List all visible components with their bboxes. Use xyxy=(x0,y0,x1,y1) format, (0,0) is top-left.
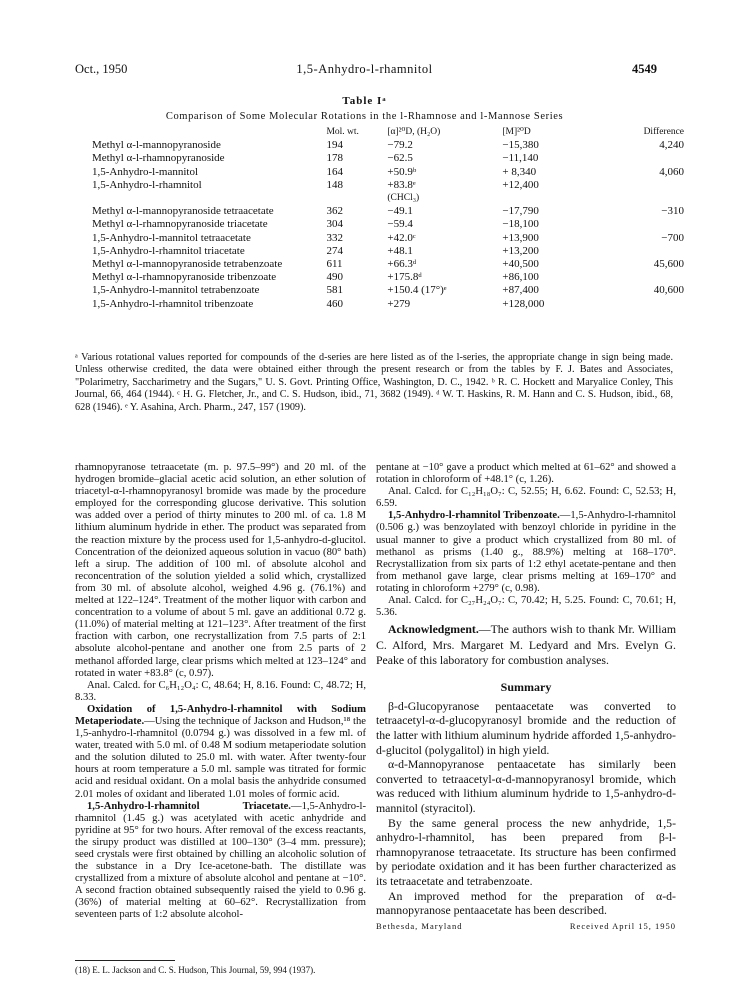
table-row xyxy=(92,166,712,179)
table-body-chloroform xyxy=(92,205,712,311)
rotation-table xyxy=(92,126,712,311)
table-cell-molwt: 362 xyxy=(326,205,343,218)
table-cell-specific-rotation: +83.8ᵉ xyxy=(387,178,416,191)
table-cell-specific-rotation: +42.0ᶜ xyxy=(387,231,416,244)
table-cell-compound: Methyl α-l-rhamnopyranoside triacetate xyxy=(92,218,268,231)
table-cell-specific-rotation: +50.9ᵇ xyxy=(387,165,417,178)
page-header-date: Oct., 1950 xyxy=(75,62,128,76)
paragraph-analysis: Anal. Calcd. for C₂₇H₂₄O₇: C, 70.42; H, 5.25. Found: C, 70.61; H, 5.36. xyxy=(376,595,676,619)
section-heading: Oxidation of 1,5-Anhydro-l-rhamnitol with Sodium Metaperiodate. xyxy=(75,703,366,727)
table-cell-specific-rotation: −62.5 xyxy=(387,152,413,165)
paragraph-triacetate xyxy=(75,801,366,922)
table-cell-difference xyxy=(599,298,712,311)
table-cell-molwt: 304 xyxy=(326,218,343,231)
table-row xyxy=(92,179,712,192)
paragraph-analysis: Anal. Calcd. for C₆H₁₂O₄: C, 48.64; H, 8.16. Found: C, 48.72; H, 8.33. xyxy=(75,679,366,703)
table-cell-difference xyxy=(599,271,712,284)
table-cell-molecular-rotation: + 8,340 xyxy=(502,165,537,178)
table-cell-molwt: 611 xyxy=(326,258,343,271)
received-date: Received April 15, 1950 xyxy=(569,920,676,931)
table-cell-molwt: 581 xyxy=(326,284,343,297)
table-header-row xyxy=(92,126,712,139)
section-heading: 1,5-Anhydro-l-rhamnitol Tribenzoate. xyxy=(388,510,560,522)
paragraph-text: —1,5-Anhydro-l-rhamnitol (1.45 g.) was acetylated with acetic anhydride and pyridine at 95° for two hours. After removal of the excess reactants, the sirupy product was distilled at 100–130° (3–4 mm. pressure); seed crystals were first obtained by chilling an alcoholic solution of the substance in a Dry Ice-acetone-bath. The distillate was crystallized from a mixture of absolute alcohol and pentane at −10°. A second fraction obtained subsequently raised the yield to 0.96 g. (36%) of material melting at 60–62°. Recrystallization from seventeen parts of 1:2 absolute alcohol- xyxy=(75,800,366,921)
table-cell-compound: Methyl α-l-rhamnopyranoside tribenzoate xyxy=(92,271,277,284)
acknowledgment-text: —The authors wish to thank Mr. William C. Alford, Mrs. Margaret M. Ledyard and Mrs. Evelyn G. Peake of this laboratory for combustion analyses. xyxy=(376,622,676,668)
table-cell-difference: −700 xyxy=(661,231,684,244)
page-header-title: 1,5-Anhydro-l-rhamnitol xyxy=(296,62,433,76)
table-row xyxy=(92,284,712,297)
table-row xyxy=(92,139,712,152)
footnote-18 xyxy=(75,960,366,976)
table-cell-difference xyxy=(599,218,712,231)
table-header-specific-rotation: [α]²⁰D, (H₂O) xyxy=(387,127,441,137)
table-cell-specific-rotation: +279 xyxy=(387,297,411,310)
table-cell-difference: 45,600 xyxy=(653,258,684,271)
table-cell-molecular-rotation: +40,500 xyxy=(502,258,539,271)
page-number: 4549 xyxy=(632,62,657,76)
table-row xyxy=(92,245,712,258)
table-header-difference: Difference xyxy=(643,127,684,137)
table-caption: Comparison of Some Molecular Rotations in the l-Rhamnose and l-Mannose Series xyxy=(165,111,564,122)
table-cell-molwt: 178 xyxy=(326,152,343,165)
table-cell-compound: 1,5-Anhydro-l-rhamnitol tribenzoate xyxy=(92,297,254,310)
table-cell-specific-rotation: +150.4 (17°)ᵉ xyxy=(387,284,447,297)
table-cell-difference: −310 xyxy=(661,205,684,218)
table-subhead-group xyxy=(92,192,712,205)
table-cell-compound: 1,5-Anhydro-l-rhamnitol xyxy=(92,178,202,191)
table-cell-molwt: 194 xyxy=(326,139,343,152)
summary-paragraph: α-d-Mannopyranose pentaacetate has similarly been converted to tetraacetyl-α-d-mannopyranosyl bromide, which was reduced with lithium aluminum hydride to 1,5-anhydro-d-mannitol (styracitol). xyxy=(376,757,676,815)
table-cell-molwt: 148 xyxy=(326,178,343,191)
table-cell-compound: 1,5-Anhydro-l-mannitol tetrabenzoate xyxy=(92,284,260,297)
paragraph: rhamnopyranose tetraacetate (m. p. 97.5–99°) and 20 ml. of the hydrogen bromide–glacial acetic acid solution, an ether solution of triacetyl-α-l-rhamnopyranosyl bromide was made by the procedure employed for the corresponding glucose derivative. This solution was added over a period of thirty minutes to 200 ml. of ca. 1.8 M lithium aluminum hydride in ether. The product was separated from the reaction mixture by the process used for 1,5-anhydro-d-glucitol. Concentration of the deionized aqueous solution in vacuo (80° bath) left a sirup. The addition of 100 ml. of absolute alcohol and reconcentration of the solution yielded a solid which, crystallized from 30 ml. of absolute alcohol, weighed 4.96 g. (76.1%) and melted at 122–124°. Treatment of the mother liquor with carbon and concentration to a volume of about 5 ml. gave an additional 0.72 g. (11.0%) of material melting at 121–123°. After treatment of the first fraction with carbon, one recrystallization from 7.5 parts of 2:1 absolute alcohol-pentane and another one from 2.5 parts of 2 methanol afforded large, clear prisms which melted at 123–124° and rotated in water +83.8° (c, 0.97). xyxy=(75,462,366,679)
left-column xyxy=(75,462,366,922)
table-row xyxy=(92,218,712,231)
table-cell-molecular-rotation: +13,200 xyxy=(502,244,539,257)
table-row xyxy=(92,205,712,218)
table-cell-specific-rotation: +66.3ᵈ xyxy=(387,258,417,271)
table-cell-molecular-rotation: −15,380 xyxy=(502,139,539,152)
signature-location: Bethesda, Maryland xyxy=(376,920,463,931)
table-cell-compound: Methyl α-l-mannopyranoside tetrabenzoate xyxy=(92,258,283,271)
table-cell-compound: 1,5-Anhydro-l-mannitol xyxy=(92,165,199,178)
table-cell-molecular-rotation: −11,140 xyxy=(502,152,539,165)
table-row xyxy=(92,271,712,284)
table-header-molecular-rotation: [M]²⁰D xyxy=(502,127,531,137)
table-cell-molecular-rotation: +87,400 xyxy=(502,284,539,297)
table-cell-difference: 4,240 xyxy=(659,139,684,152)
summary-paragraph: β-d-Glucopyranose pentaacetate was converted to tetraacetyl-α-d-glucopyranosyl bromide and the reduction of the latter with lithium aluminum hydride afforded 1,5-anhydro-d-glucitol (polygalitol) in high yield. xyxy=(376,698,676,757)
table-cell-difference: 40,600 xyxy=(653,284,684,297)
summary-paragraph: By the same general process the new anhydride, 1,5-anhydro-l-rhamnitol, has been prepared from β-l-rhamnopyranose tetraacetate. Its structure has been confirmed by periodate oxidation and it has been further characterized as its tetraacetate and tetrabenzoate. xyxy=(376,815,676,888)
table-cell-molecular-rotation: +128,000 xyxy=(502,297,545,310)
footnote-text: (18) E. L. Jackson and C. S. Hudson, This Journal, 59, 994 (1937). xyxy=(75,965,316,975)
table-cell-difference xyxy=(599,179,712,192)
table-header-molwt: Mol. wt. xyxy=(326,127,359,137)
table-body-water xyxy=(92,139,712,192)
table-cell-molwt: 460 xyxy=(326,297,343,310)
table-cell-compound: 1,5-Anhydro-l-mannitol tetraacetate xyxy=(92,231,251,244)
paragraph-text: —Using the technique of Jackson and Hudson,¹⁸ the 1,5-anhydro-l-rhamnitol (0.0794 g.) was dissolved in a few ml. of water, treated with 5.0 ml. of 0.48 M sodium metaperiodate solution and the solution diluted to 25.0 ml. with water. After twenty-four hours at room temperature a 5.0 ml. sample was titrated for formic acid and residual oxidant. On a molal basis the anhydride consumed 2.01 moles of oxidant and liberated 1.01 moles of formic acid. xyxy=(75,715,366,800)
table-footnote: ᵃ Various rotational values reported for compounds of the d-series are here listed as of the l-series, the appropriate change in sign being made. Unless otherwise credited, the data were obtained either through the present research or from the tables by F. J. Bates and Associates, "Polarimetry, Saccharimetry and the Sugars," U. S. Govt. Printing Office, Washington, D. C., 1942. ᵇ R. C. Hockett and Maryalice Conley, This Journal, 66, 464 (1944). ᶜ H. G. Fletcher, Jr., and C. S. Hudson, ibid., 71, 3682 (1949). ᵈ W. T. Haskins, R. M. Hann and C. S. Hudson, ibid., 68, 628 (1946). ᵉ Y. Asahina, Arch. Pharm., 247, 157 (1909). xyxy=(75,352,673,413)
table-header-compound xyxy=(92,126,326,139)
section-heading: 1,5-Anhydro-l-rhamnitol Triacetate. xyxy=(87,800,291,812)
table-cell-molecular-rotation: +12,400 xyxy=(502,178,539,191)
table-row xyxy=(92,152,712,165)
table-row xyxy=(92,232,712,245)
table-cell-compound: Methyl α-l-rhamnopyranoside xyxy=(92,152,225,165)
paragraph-tribenzoate xyxy=(376,510,676,595)
table-cell-molecular-rotation: −17,790 xyxy=(502,205,539,218)
table-cell-specific-rotation: +48.1 xyxy=(387,244,413,257)
table-cell-difference xyxy=(599,245,712,258)
table-cell-difference: 4,060 xyxy=(659,165,684,178)
table-cell-molwt: 274 xyxy=(326,244,343,257)
table-subhead-row xyxy=(92,192,712,205)
table-cell-compound: Methyl α-l-mannopyranoside tetraacetate xyxy=(92,205,274,218)
acknowledgment-heading: Acknowledgment. xyxy=(388,622,479,637)
table-row xyxy=(92,298,712,311)
table-cell-specific-rotation: +175.8ᵈ xyxy=(387,271,422,284)
signature-line xyxy=(376,920,676,932)
table-cell-molecular-rotation: +86,100 xyxy=(502,271,539,284)
table-cell-molwt: 490 xyxy=(326,271,343,284)
table-cell-compound: 1,5-Anhydro-l-rhamnitol triacetate xyxy=(92,244,245,257)
paragraph-oxidation xyxy=(75,704,366,801)
table-row xyxy=(92,258,712,271)
paragraph: pentane at −10° gave a product which melted at 61–62° and showed a rotation in chloroform of +48.1° (c, 1.26). xyxy=(376,462,676,486)
table-title: Table Iᵃ xyxy=(342,95,387,107)
table-cell-difference xyxy=(599,152,712,165)
table-cell-compound: Methyl α-l-mannopyranoside xyxy=(92,139,221,152)
summary-paragraph: An improved method for the preparation of α-d-mannopyranose pentaacetate has been described. xyxy=(376,888,676,918)
table-cell-specific-rotation: −59.4 xyxy=(387,218,413,231)
table-cell-specific-rotation: −79.2 xyxy=(387,139,413,152)
paragraph-text: —1,5-Anhydro-l-rhamnitol (0.506 g.) was benzoylated with benzoyl chloride in pyridine in the usual manner to give a product which crystallized from 80 ml. of methanol as prisms (1.40 g., 88.9%) melting at 168–170°. Recrystallization from six parts of 1:2 ethyl acetate-pentane and then from methanol gave large, clear prisms melting at 169–170° and rotating in chloroform +279° (c, 0.98). xyxy=(376,510,676,594)
table-cell-molecular-rotation: +13,900 xyxy=(502,231,539,244)
table-cell-specific-rotation: −49.1 xyxy=(387,205,413,218)
acknowledgment xyxy=(376,622,676,669)
table-subhead-chloroform: (CHCl₃) xyxy=(387,193,420,204)
table-cell-molwt: 332 xyxy=(326,231,343,244)
paragraph-analysis: Anal. Calcd. for C₁₂H₁₈O₇: C, 52.55; H, 6.62. Found: C, 52.53; H, 6.59. xyxy=(376,486,676,510)
summary-heading: Summary xyxy=(500,679,552,694)
footnote-divider xyxy=(75,960,175,961)
table-cell-molecular-rotation: −18,100 xyxy=(502,218,539,231)
table-cell-molwt: 164 xyxy=(326,165,343,178)
right-column xyxy=(376,462,676,932)
